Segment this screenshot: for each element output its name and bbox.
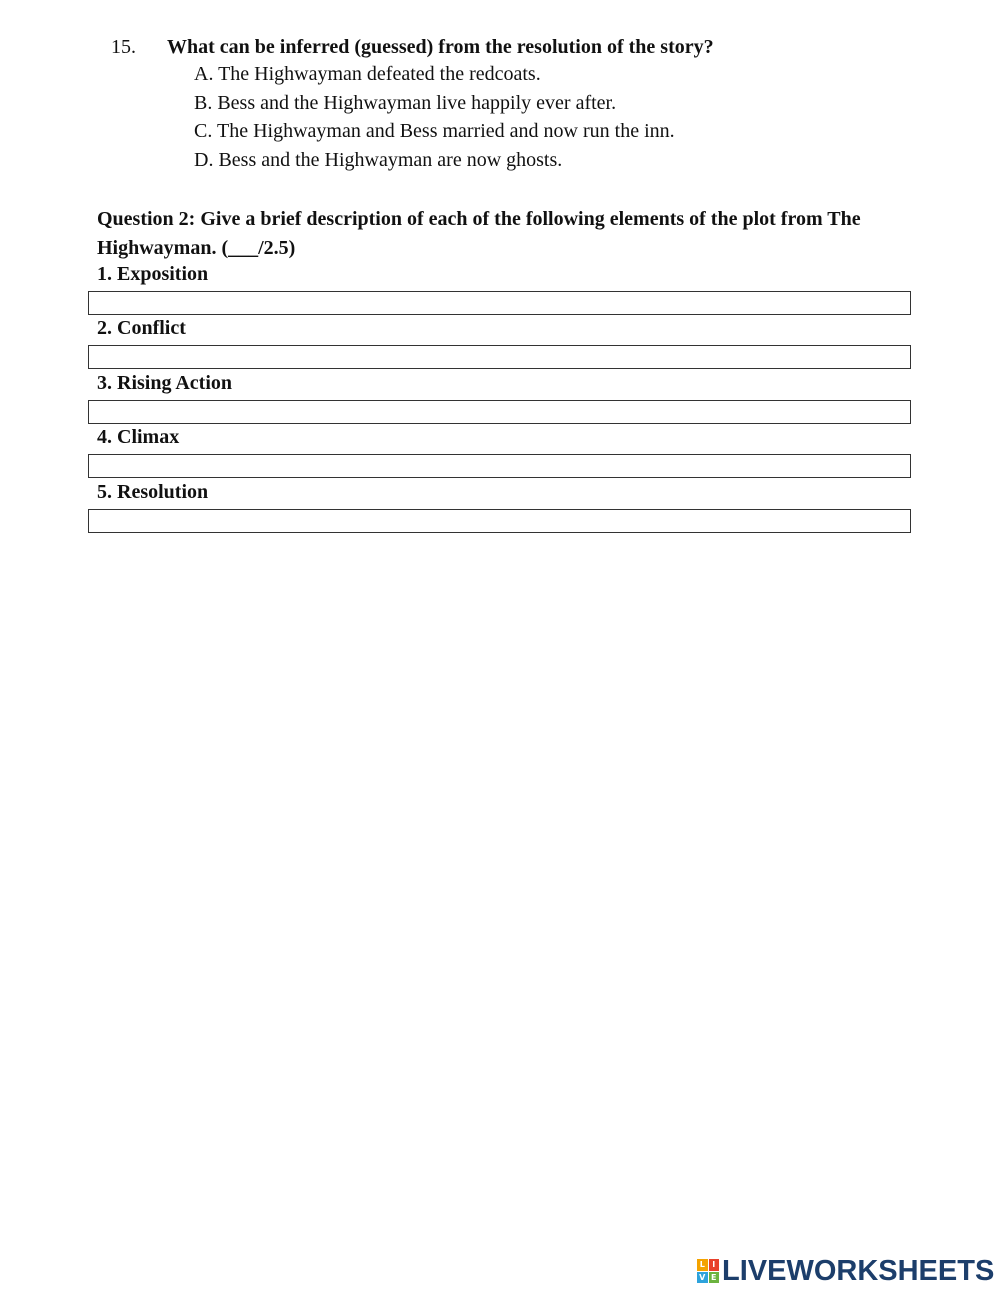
- logo-block: I: [709, 1259, 720, 1271]
- resolution-input[interactable]: [88, 509, 911, 533]
- logo-block: V: [697, 1272, 708, 1284]
- logo-block: E: [709, 1272, 720, 1284]
- logo-text: LIVEWORKSHEETS: [722, 1254, 995, 1287]
- question-number: 15.: [111, 36, 136, 58]
- logo-blocks-icon: [697, 1259, 719, 1283]
- label-rising-action: 3. Rising Action: [97, 372, 233, 394]
- question-text: What can be inferred (guessed) from the resolution of the story?: [167, 36, 714, 58]
- option-a: A. The Highwayman defeated the redcoats.: [194, 63, 541, 85]
- label-climax: 4. Climax: [97, 426, 180, 448]
- option-c: C. The Highwayman and Bess married and now run the inn.: [194, 120, 675, 142]
- rising-action-input[interactable]: [88, 400, 911, 424]
- climax-input[interactable]: [88, 454, 911, 478]
- option-d: D. Bess and the Highwayman are now ghosts.: [194, 149, 563, 171]
- label-resolution: 5. Resolution: [97, 481, 209, 503]
- logo-block: L: [697, 1259, 708, 1271]
- liveworksheets-logo: [697, 1256, 994, 1286]
- conflict-input[interactable]: [88, 345, 911, 369]
- option-b: B. Bess and the Highwayman live happily ever after.: [194, 92, 617, 114]
- label-conflict: 2. Conflict: [97, 317, 186, 339]
- exposition-input[interactable]: [88, 291, 911, 315]
- question-2-heading: Question 2: Give a brief description of each of the following elements of the plot from The Highwayman. (___/2.5): [97, 208, 861, 259]
- label-exposition: 1. Exposition: [97, 263, 209, 285]
